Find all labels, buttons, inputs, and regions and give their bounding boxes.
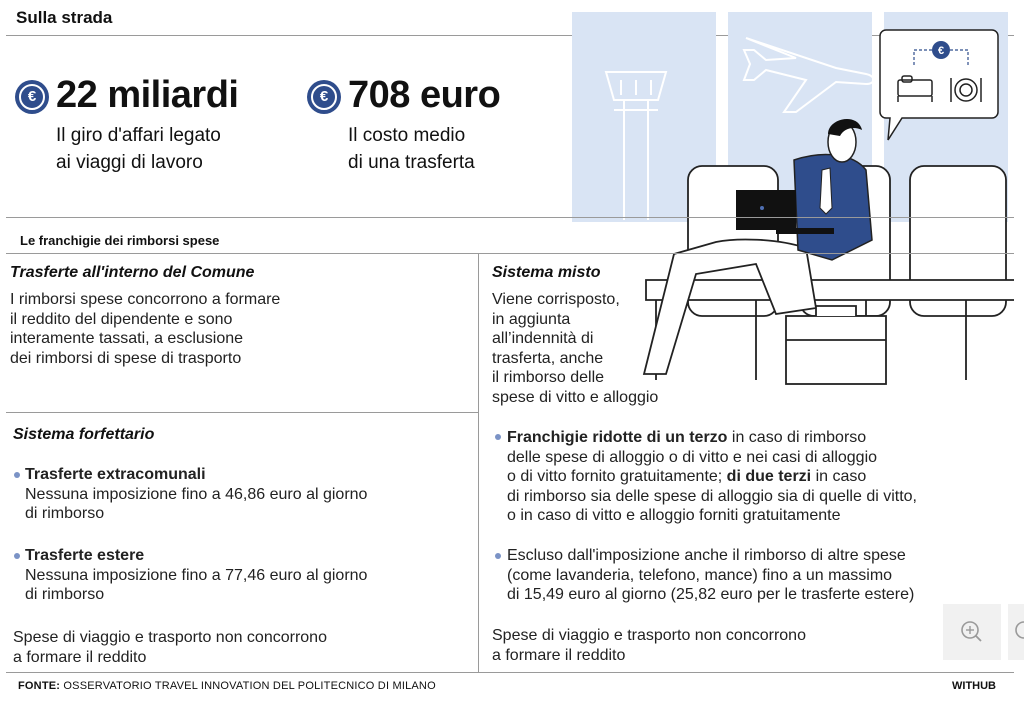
zoom-in-button[interactable] [943, 604, 1001, 660]
text-forfettario-closing: Spese di viaggio e trasporto non concorrono a formare il reddito [13, 629, 327, 666]
stat-desc-business-travel: Il giro d'affari legato ai viaggi di lavoro [56, 125, 221, 173]
euro-coin-icon: € [15, 80, 49, 114]
column-divider [478, 254, 479, 672]
svg-text:€: € [937, 45, 945, 57]
stat-value-business-travel: 22 miliardi [56, 74, 239, 116]
text-misto: Viene corrisposto, in aggiunta all’indennità di trasferta, anche il rimborso delle spese di vitto e alloggio [492, 291, 659, 406]
zoom-in-icon [943, 604, 1001, 660]
subheading-divider [6, 253, 1014, 254]
laptop-icon [736, 190, 796, 230]
text-misto-closing: Spese di viaggio e trasporto non concorrono a formare il reddito [492, 627, 806, 664]
bullet-estere: Trasferte estere Nessuna imposizione fino a 77,46 euro al giorno di rimborso [25, 547, 368, 603]
stat-value-average-cost: 708 euro [348, 74, 501, 116]
bullet-extracomunali: Trasferte extracomunali Nessuna imposizione fino a 46,86 euro al giorno di rimborso [25, 466, 368, 522]
brand-label: WITHUB [952, 680, 996, 692]
briefcase-icon [786, 306, 886, 384]
section-title: Sulla strada [16, 8, 113, 27]
bullet-dot [495, 553, 501, 559]
heading-forfettario: Sistema forfettario [13, 426, 155, 443]
bullet-dot [14, 553, 20, 559]
heading-comune: Trasferte all'interno del Comune [10, 264, 255, 281]
rules-subheading: Le franchigie dei rimborsi spese [20, 233, 220, 248]
text-comune: I rimborsi spese concorrono a formare il reddito del dipendente e sono interamente tassati, a esclusione dei rimborsi di spese di trasporto [10, 291, 281, 367]
zoom-out-button[interactable] [1008, 604, 1024, 660]
footer-divider [6, 672, 1014, 673]
heading-misto: Sistema misto [492, 264, 601, 281]
source-credit: FONTE: OSSERVATORIO TRAVEL INNOVATION DEL POLITECNICO DI MILANO [18, 680, 436, 692]
zoom-out-icon [1008, 604, 1024, 660]
bullet-dot [14, 472, 20, 478]
stat-desc-average-cost: Il costo medio di una trasferta [348, 125, 475, 173]
bullet-dot [495, 434, 501, 440]
left-column-divider [6, 412, 478, 413]
bullet-franchigie-ridotte: Franchigie ridotte di un terzo in caso di rimborso delle spese di alloggio o di vitto e nei casi di alloggio o di vitto fornito gratuitamente; di due terzi in caso di rimborso sia delle spese di alloggio sia di quelle di vitto, o in caso di vitto e alloggio forniti gratuitamente [507, 429, 917, 524]
euro-coin-icon: € [307, 80, 341, 114]
bullet-escluso: Escluso dall'imposizione anche il rimborso di altre spese (come lavanderia, telefono, mance) fino a un massimo di 15,49 euro al giorno (25,82 euro per le trasferte estere) [507, 547, 915, 603]
section-divider [6, 217, 1014, 218]
infographic-card [6, 0, 1014, 700]
